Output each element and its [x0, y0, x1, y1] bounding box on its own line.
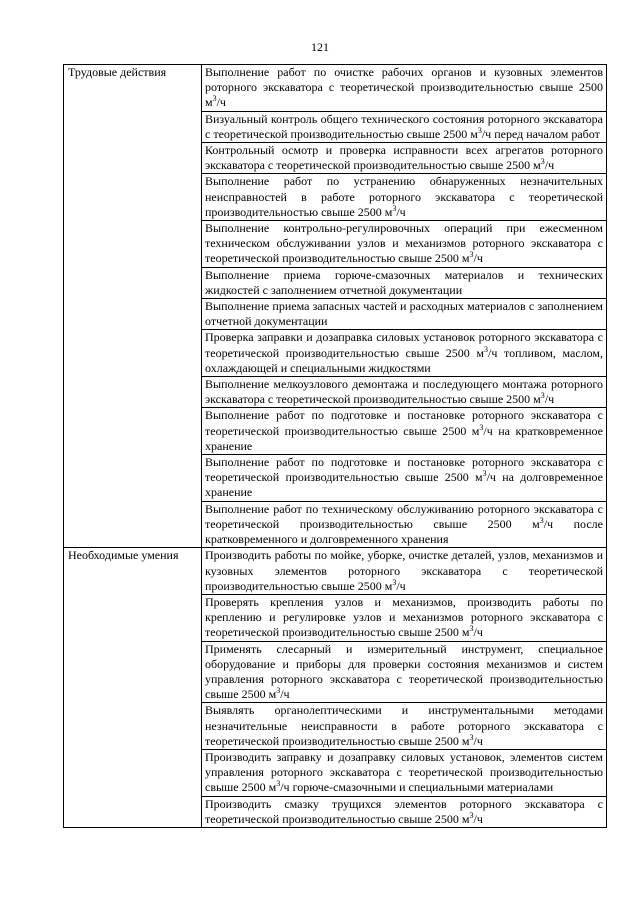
item-text: Производить заправку и дозаправку силовых установок, элементов систем управления роторного экскаватора с теоретической производительностью свыше 2500 м: [205, 749, 603, 795]
table-cell-item: [202, 594, 607, 641]
table-row: [64, 548, 607, 595]
item-text-tail: /ч топливом, маслом, охлаждающей и специальными жидкостями: [205, 345, 603, 375]
table-cell-item: [202, 330, 607, 377]
unit-superscript: 3: [276, 686, 281, 696]
unit-superscript: 3: [276, 779, 281, 789]
item-text: Выполнение работ по техническому обслуживанию роторного экскаватора с теоретической производительностью свыше 2500 м: [205, 501, 603, 531]
unit-superscript: 3: [469, 250, 474, 260]
item-text-tail: /ч: [544, 392, 555, 407]
item-text-tail: /ч: [216, 95, 226, 110]
table-cell-item: [202, 143, 607, 174]
table-cell-item: [202, 174, 607, 221]
item-text: Производить работы по мойке, уборке, очистке деталей, узлов, механизмов и кузовных элементов роторного экскаватора с теоретической производительностью свыше 2500 м: [205, 548, 603, 593]
unit-superscript: 3: [482, 469, 487, 479]
table-row: [64, 65, 607, 112]
item-text-tail: /ч на долговременное хранение: [205, 470, 604, 500]
unit-superscript: 3: [212, 94, 217, 104]
item-text-tail: /ч: [396, 204, 406, 219]
unit-superscript: 3: [477, 125, 482, 135]
item-text-tail: /ч горюче-смазочными и специальными материалами: [280, 780, 554, 795]
table-cell-item: [202, 641, 607, 703]
table-cell-item: [202, 377, 607, 408]
table-cell-item: [202, 408, 607, 455]
item-text-tail: /ч: [473, 251, 483, 266]
item-text-tail: /ч: [280, 687, 290, 702]
table-cell-item: [202, 221, 607, 268]
item-text-tail: /ч на кратковременное хранение: [205, 423, 604, 453]
unit-superscript: 3: [469, 624, 474, 634]
table-cell-item: [202, 111, 607, 142]
table-cell-item: [202, 501, 607, 548]
table-cell-item: [202, 267, 607, 298]
unit-superscript: 3: [539, 515, 544, 525]
unit-superscript: 3: [540, 157, 545, 167]
item-text: Выполнение работ по подготовке и постановке роторного экскаватора с теоретической производительностью свыше 2500 м: [205, 455, 603, 485]
table-cell-item: [202, 703, 607, 750]
unit-superscript: 3: [540, 391, 545, 401]
unit-superscript: 3: [479, 422, 484, 432]
item-text-tail: /ч: [544, 158, 555, 173]
item-text-tail: /ч: [473, 811, 483, 826]
item-text: Выполнение мелкоузлового демонтажа и последующего монтажа роторного экскаватора с теоретической производительностью свыше 2500 м: [205, 377, 603, 407]
item-text-tail: /ч: [396, 578, 406, 593]
item-text: Выполнение работ по подготовке и постановке роторного экскаватора с теоретической производительностью свыше 2500 м: [205, 408, 603, 438]
requirements-table: [63, 64, 607, 828]
item-text: Выполнение приема горюче-смазочных материалов и технических жидкостей с заполнением отчетной документации: [205, 267, 603, 297]
item-text: Выполнение работ по очистке рабочих органов и кузовных элементов роторного экскаватора с теоретической производительностью свыше 2500 м: [205, 65, 603, 110]
page-number: 121: [311, 40, 329, 54]
unit-superscript: 3: [469, 810, 474, 820]
section-label: Необходимые умения: [64, 548, 202, 828]
item-text: Применять слесарный и измерительный инструмент, специальное оборудование и приборы для проверки состояния механизмов и систем управления роторного экскаватора с теоретической производительностью свыше 2500 м: [205, 641, 603, 702]
section-label: Трудовые действия: [64, 65, 202, 548]
item-text-tail: /ч перед началом работ: [481, 126, 600, 141]
item-text: Выполнение контрольно-регулировочных операций при ежесменном техническом обслуживании узлов и механизмов роторного экскаватора с теоретической производительностью свыше 2500 м: [205, 221, 603, 266]
item-text: Контрольный осмотр и проверка исправности всех агрегатов роторного экскаватора с теоретической производительностью свыше 2500 м: [205, 143, 603, 173]
item-text-tail: /ч: [473, 733, 483, 748]
table-body: [64, 65, 607, 828]
item-text: Проверять крепления узлов и механизмов, производить работы по креплению и регулировке узлов и механизмов роторного экскаватора с теоретической производительностью свыше 2500 м: [205, 594, 603, 640]
item-text: Выполнение работ по устранению обнаруженных незначительных неисправностей в работе роторного экскаватора с теоретической производительностью свыше 2500 м: [205, 174, 603, 219]
item-text: Визуальный контроль общего технического состояния роторного экскаватора с теоретической производительностью свыше 2500 м: [205, 111, 603, 141]
unit-superscript: 3: [392, 577, 397, 587]
table-cell-item: [202, 749, 607, 796]
item-text: Проверка заправки и дозаправка силовых установок роторного экскаватора с теоретической производительностью свыше 2500 м: [205, 330, 603, 360]
item-text-tail: /ч: [473, 625, 483, 640]
item-text: Производить смазку трущихся элементов роторного экскаватора с теоретической производительностью свыше 2500 м: [205, 796, 603, 826]
item-text: Выявлять органолептическими и инструментальными методами незначительные неисправности в работе роторного экскаватора с теоретической производительностью свыше 2500 м: [205, 703, 603, 748]
item-text: Выполнение приема запасных частей и расходных материалов с заполнением отчетной документации: [205, 299, 603, 329]
table-cell-item: [202, 299, 607, 330]
item-text-tail: /ч после кратковременного и долговременного хранения: [205, 516, 603, 547]
unit-superscript: 3: [469, 732, 474, 742]
unit-superscript: 3: [392, 203, 397, 213]
unit-superscript: 3: [484, 344, 488, 354]
table-cell-item: [202, 455, 607, 502]
table-cell-item: [202, 796, 607, 827]
table-cell-item: [202, 548, 607, 595]
table-cell-item: [202, 65, 607, 112]
